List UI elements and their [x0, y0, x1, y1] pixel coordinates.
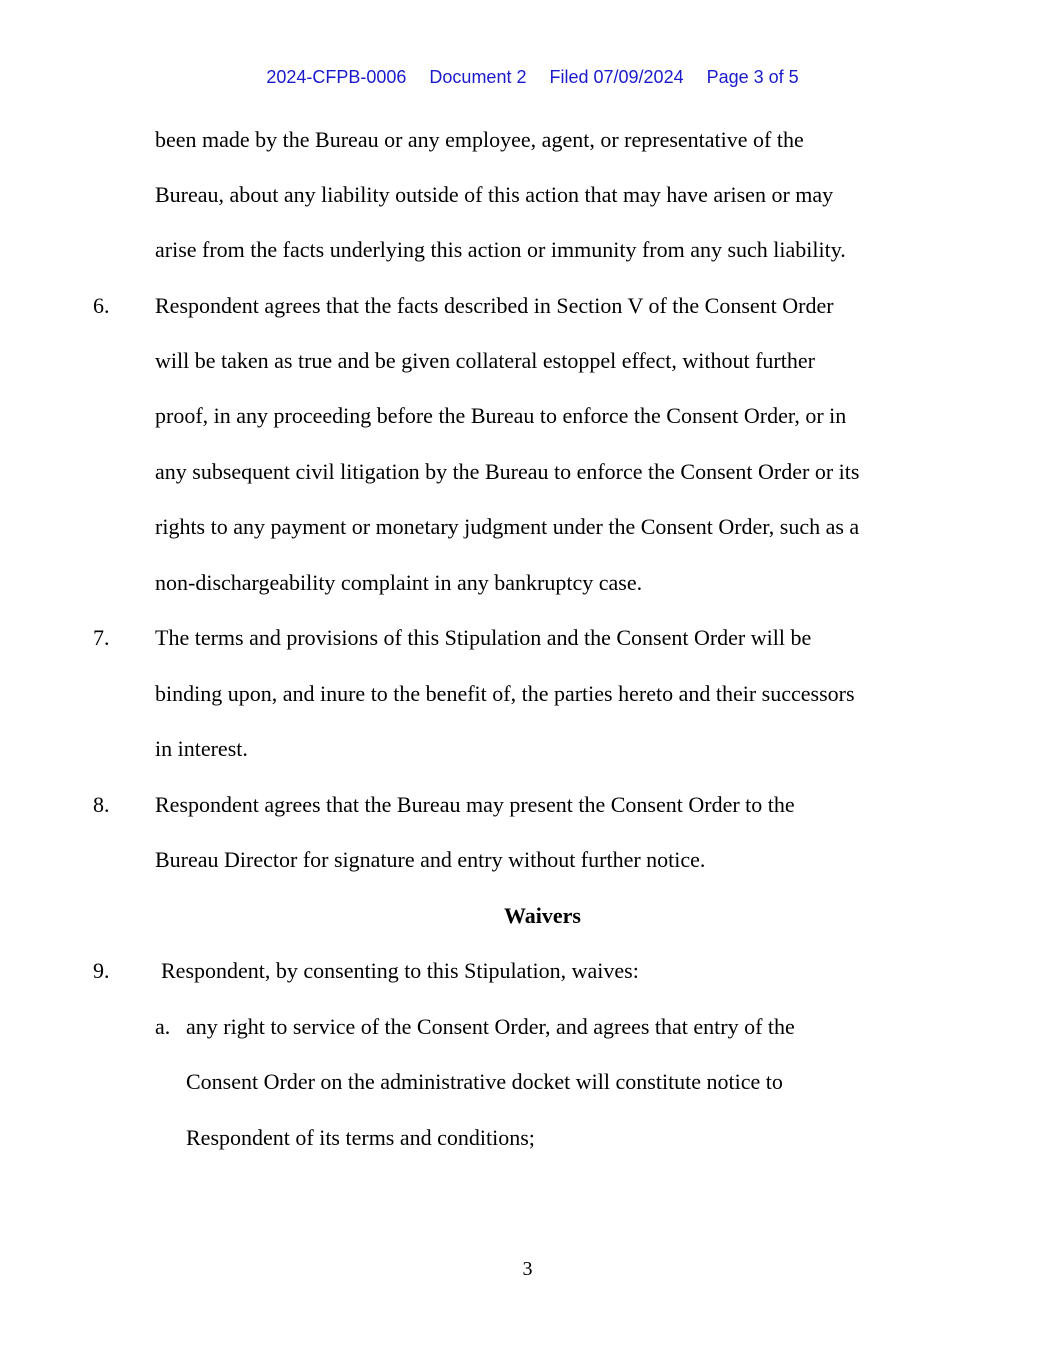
paragraph-line: rights to any payment or monetary judgment under the Consent Order, such as a: [155, 514, 860, 539]
paragraph-number: 7.: [93, 625, 110, 650]
waivers-intro: Respondent, by consenting to this Stipulation, waives:: [161, 958, 639, 983]
paragraph-line: non-dischargeability complaint in any bankruptcy case.: [155, 570, 643, 595]
subitem-line: Consent Order on the administrative docket will constitute notice to: [186, 1069, 783, 1094]
continuation-line: arise from the facts underlying this action or immunity from any such liability.: [155, 237, 846, 262]
continuation-line: been made by the Bureau or any employee, agent, or representative of the: [155, 127, 804, 152]
paragraph-line: Respondent agrees that the facts described in Section V of the Consent Order: [155, 293, 834, 318]
page-indicator: Page 3 of 5: [706, 67, 799, 87]
case-number: 2024-CFPB-0006: [266, 67, 407, 87]
paragraph-line: will be taken as true and be given collateral estoppel effect, without further: [155, 348, 815, 373]
docket-header: [0, 38, 1055, 90]
paragraph-line: The terms and provisions of this Stipulation and the Consent Order will be: [155, 625, 812, 650]
paragraph-line: any subsequent civil litigation by the Bureau to enforce the Consent Order or its: [155, 459, 860, 484]
page-number: 3: [522, 1258, 533, 1280]
paragraph-line: proof, in any proceeding before the Bureau to enforce the Consent Order, or in: [155, 403, 847, 428]
paragraph-number: 8.: [93, 792, 110, 817]
paragraph-number: 9.: [93, 958, 110, 983]
paragraph-line: Respondent agrees that the Bureau may present the Consent Order to the: [155, 792, 795, 817]
section-heading-waivers: Waivers: [504, 903, 581, 928]
continuation-line: Bureau, about any liability outside of this action that may have arisen or may: [155, 182, 834, 207]
subitem-line: Respondent of its terms and conditions;: [186, 1125, 535, 1150]
paragraph-line: binding upon, and inure to the benefit of, the parties hereto and their successors: [155, 681, 855, 706]
paragraph-number: 6.: [93, 293, 110, 318]
paragraph-line: Bureau Director for signature and entry without further notice.: [155, 847, 706, 872]
filed-date: Filed 07/09/2024: [549, 67, 684, 87]
document-number: Document 2: [429, 67, 527, 87]
subitem-label: a.: [155, 1014, 171, 1039]
paragraph-line: in interest.: [155, 736, 248, 761]
subitem-line: any right to service of the Consent Order, and agrees that entry of the: [186, 1014, 795, 1039]
